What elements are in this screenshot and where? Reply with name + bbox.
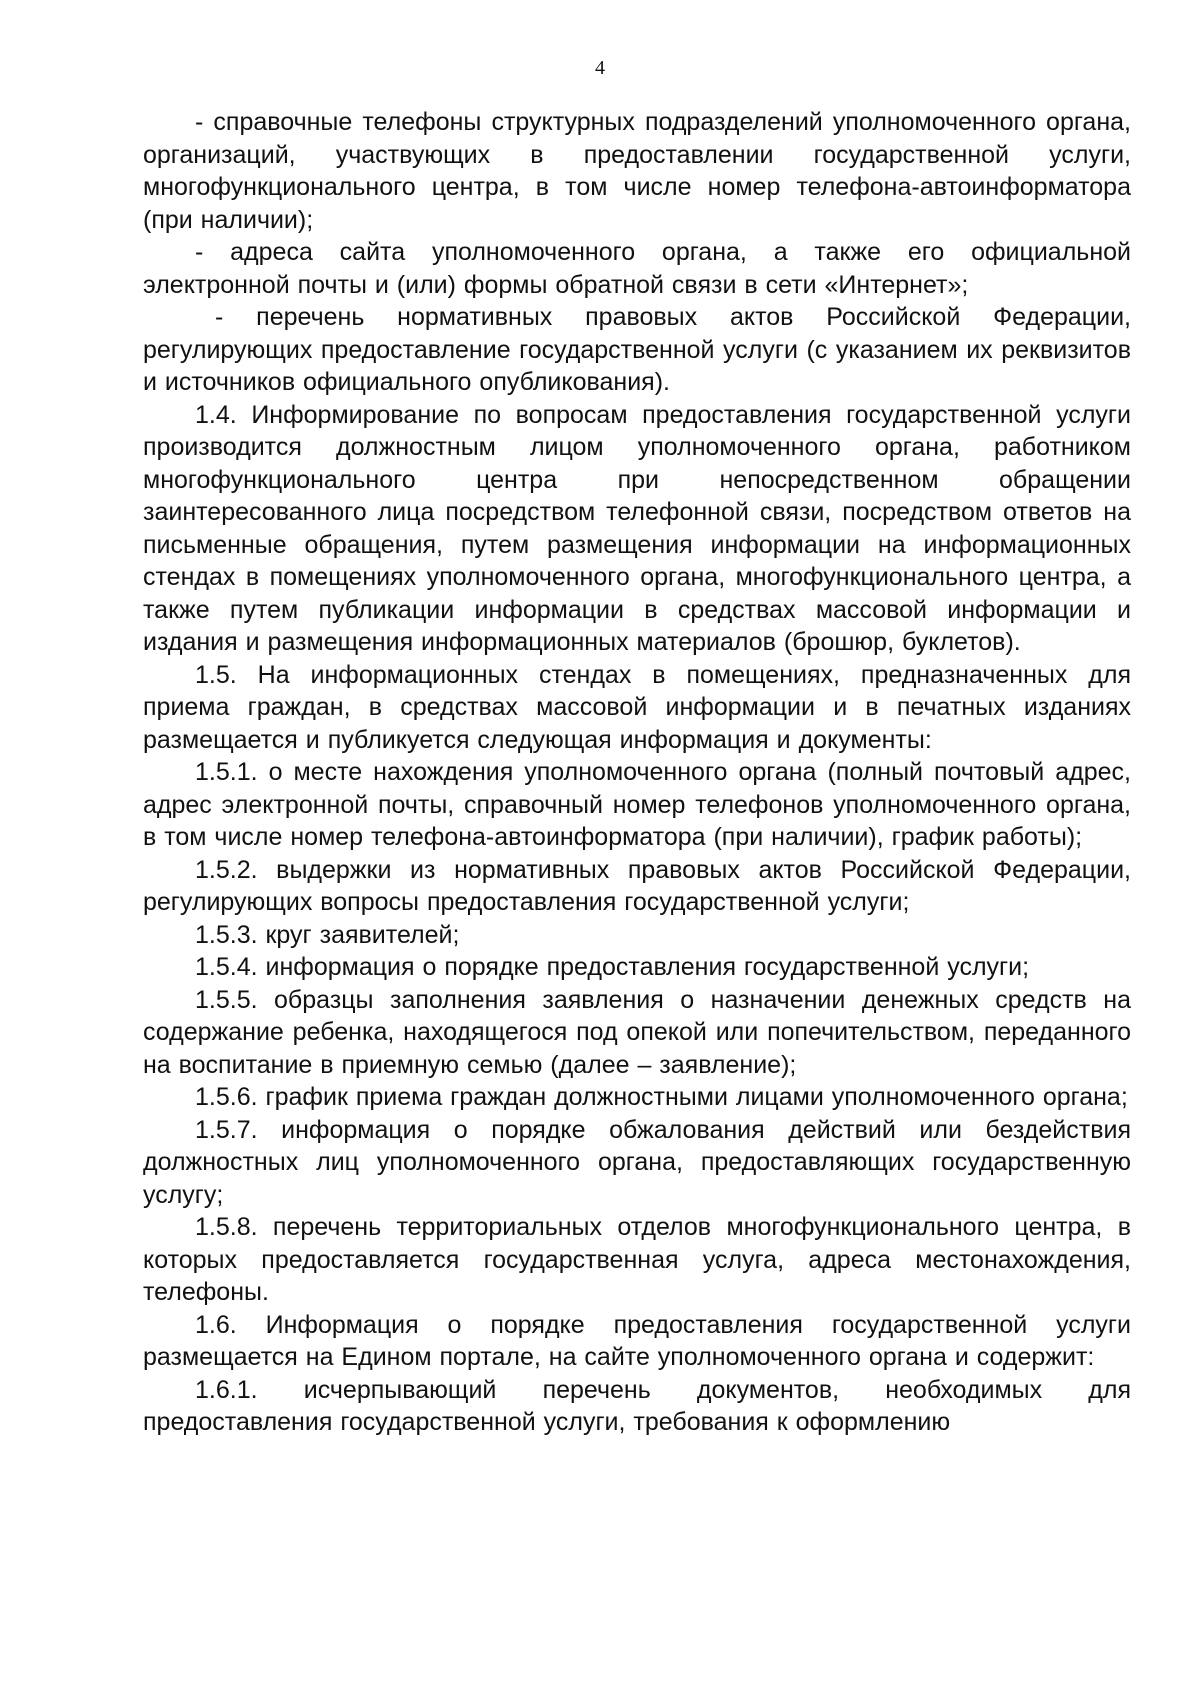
paragraph: 1.5.8. перечень территориальных отделов многофункционального центра, в которых предоставляется государственная услуга, адреса местонахождения, телефоны. [143, 1213, 1131, 1306]
paragraph: 1.6.1. исчерпывающий перечень документов, необходимых для предоставления государственной услуги, требования к оформлению [143, 1375, 1131, 1436]
paragraph: 1.5. На информационных стендах в помещениях, предназначенных для приема граждан, в средствах массовой информации и в печатных изданиях размещается и публикуется следующая информация и документы: [143, 660, 1131, 754]
paragraph: 1.5.6. график приема граждан должностными лицами уполномоченного органа; [195, 1083, 1128, 1111]
paragraph: - адреса сайта уполномоченного органа, а также его официальной электронной почты и (или) формы обратной связи в сети «Интернет»; [143, 238, 1131, 299]
paragraph: 1.5.7. информация о порядке обжалования действий или бездействия должностных лиц уполномоченного органа, предоставляющих государственную услугу; [143, 1115, 1131, 1209]
paragraph: 1.5.2. выдержки из нормативных правовых актов Российской Федерации, регулирующих вопросы предоставления государственной услуги; [143, 855, 1131, 916]
paragraph: 1.5.3. круг заявителей; [195, 920, 460, 949]
document-body [143, 106, 1131, 1439]
paragraph: 1.6. Информация о порядке предоставления государственной услуги размещается на Едином портале, на сайте уполномоченного органа и содержит: [143, 1310, 1131, 1371]
paragraph: - перечень нормативных правовых актов Российской Федерации, регулирующих предоставление государственной услуги (с указанием их реквизитов и источников официального опубликования). [143, 303, 1131, 396]
page-number: 4 [595, 57, 605, 79]
paragraph: 1.5.5. образцы заполнения заявления о назначении денежных средств на содержание ребенка, находящегося под опекой или попечительством, переданного на воспитание в приемную семью (далее – заявление); [143, 985, 1131, 1079]
paragraph: 1.4. Информирование по вопросам предоставления государственной услуги производится должностным лицом уполномоченного органа, работником многофункционального центра при непосредственном обращении заинтересованного лица посредством телефонной связи, посредством ответов на письменные обращения, путем размещения информации на информационных стендах в помещениях уполномоченного органа, многофункционального центра, а также путем публикации информации в средствах массовой информации и издания и размещения информационных материалов (брошюр, буклетов). [143, 400, 1131, 656]
paragraph: 1.5.1. о месте нахождения уполномоченного органа (полный почтовый адрес, адрес электронной почты, справочный номер телефонов уполномоченного органа, в том числе номер телефона-автоинформатора (при наличии), график работы); [143, 758, 1131, 851]
paragraph: 1.5.4. информация о порядке предоставления государственной услуги; [195, 953, 1030, 981]
paragraph: - справочные телефоны структурных подразделений уполномоченного органа, организаций, участвующих в предоставлении государственной услуги, многофункционального центра, в том числе номер телефона-автоинформатора (при наличии); [143, 108, 1131, 234]
